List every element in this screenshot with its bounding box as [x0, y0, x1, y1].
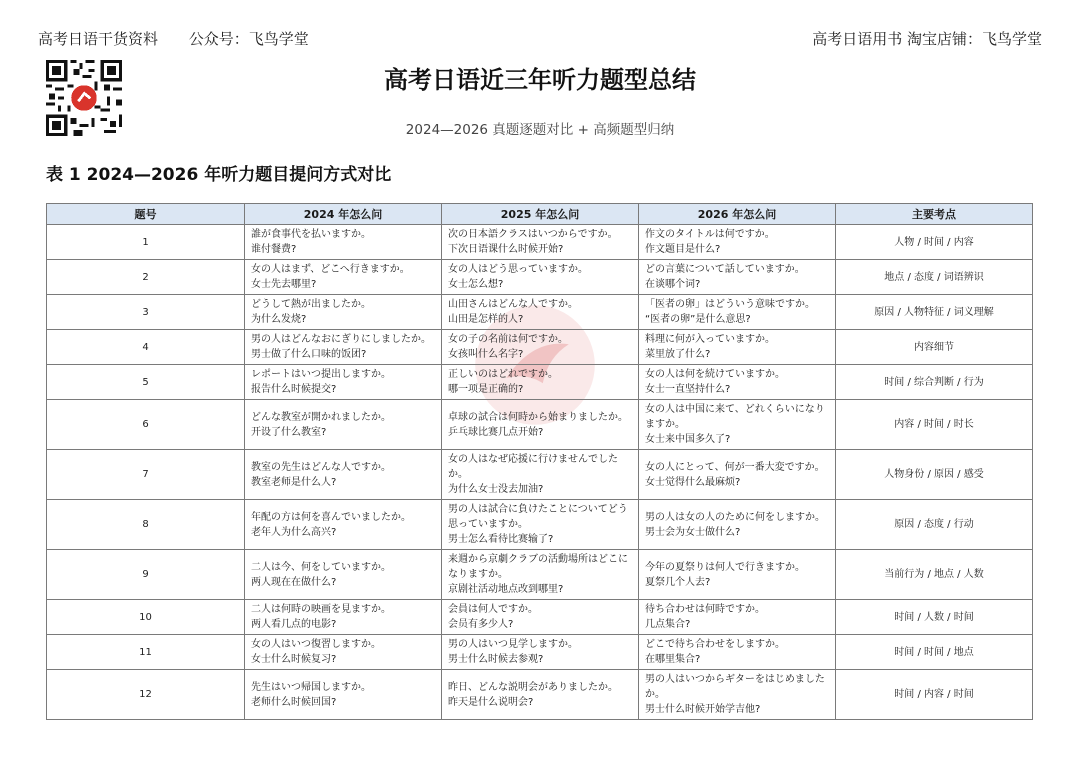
question-cell-2025	[442, 260, 639, 295]
question-chinese: 为什么发烧?	[251, 314, 307, 325]
question-chinese: 菜里放了什么?	[645, 349, 711, 360]
question-japanese: レポートはいつ提出しますか。	[251, 369, 391, 380]
question-cell-2024	[245, 330, 442, 365]
question-chinese: “医者の卵”是什么意思?	[645, 314, 751, 325]
question-chinese: 在哪里集合?	[645, 654, 701, 665]
question-cell-2024	[245, 670, 442, 720]
focus-cell: 内容 / 时间 / 时长	[836, 400, 1033, 450]
table-row	[47, 500, 1033, 550]
question-japanese: 今年の夏祭りは何人で行きますか。	[645, 561, 805, 573]
question-cell-2024	[245, 500, 442, 550]
table-row	[47, 365, 1033, 400]
question-cell-2025	[442, 500, 639, 550]
question-cell-2026	[639, 365, 836, 400]
question-japanese: 女の人はまず、どこへ行きますか。	[251, 264, 410, 275]
question-cell-2026	[639, 600, 836, 635]
question-chinese: 为什么女士没去加油?	[448, 484, 544, 495]
question-japanese: 山田さんはどんな人ですか。	[448, 299, 578, 310]
question-japanese: 男の人はいつ見学しますか。	[448, 639, 578, 650]
question-japanese: 女の子の名前は何ですか。	[448, 334, 568, 345]
question-cell-2026	[639, 450, 836, 500]
question-cell-2025	[442, 400, 639, 450]
question-chinese: 开设了什么教室?	[251, 426, 327, 438]
table-row	[47, 550, 1033, 600]
question-japanese: 作文のタイトルは何ですか。	[645, 229, 775, 240]
table-row	[47, 670, 1033, 720]
column-header: 题号	[47, 204, 245, 225]
column-header: 2024 年怎么问	[245, 204, 442, 225]
question-japanese: 卓球の試合は何時から始まりましたか。	[448, 411, 628, 423]
focus-cell: 时间 / 时间 / 地点	[836, 635, 1033, 670]
question-cell-2026	[639, 550, 836, 600]
question-chinese: 男士会为女士做什么?	[645, 526, 741, 538]
question-chinese: 几点集合?	[645, 619, 691, 630]
question-japanese: 女の人はなぜ応援に行けませんでしたか。	[448, 454, 618, 480]
question-number-cell: 9	[47, 550, 245, 600]
question-cell-2024	[245, 600, 442, 635]
question-chinese: 会员有多少人?	[448, 619, 514, 630]
question-chinese: 京剧社活动地点改到哪里?	[448, 584, 564, 595]
header-left-text-1: 高考日语干货资料	[38, 30, 159, 48]
table-title: 表 1 2024—2026 年听力题目提问方式对比	[46, 165, 392, 185]
page-subtitle: 2024—2026 真题逐题对比 + 高频题型归纳	[405, 122, 675, 138]
question-chinese: 教室老师是什么人?	[251, 476, 337, 488]
column-header: 主要考点	[836, 204, 1033, 225]
focus-cell: 原因 / 态度 / 行动	[836, 500, 1033, 550]
focus-cell: 地点 / 态度 / 词语辨识	[836, 260, 1033, 295]
question-cell-2025	[442, 295, 639, 330]
question-cell-2024	[245, 260, 442, 295]
page-title: 高考日语近三年听力题型总结	[384, 66, 696, 94]
question-cell-2025	[442, 550, 639, 600]
question-japanese: 待ち合わせは何時ですか。	[645, 604, 765, 615]
question-chinese: 女士觉得什么最麻烦?	[645, 476, 741, 488]
question-japanese: 女の人はいつ復習しますか。	[251, 639, 381, 650]
table-row	[47, 400, 1033, 450]
question-cell-2025	[442, 450, 639, 500]
table-row	[47, 450, 1033, 500]
question-chinese: 女士什么时候复习?	[251, 654, 337, 665]
question-chinese: 女士来中国多久了?	[645, 434, 731, 445]
question-japanese: 先生はいつ帰国しますか。	[251, 681, 371, 693]
question-chinese: 女士先去哪里?	[251, 279, 317, 290]
focus-cell: 内容细节	[836, 330, 1033, 365]
question-chinese: 山田是怎样的人?	[448, 314, 524, 325]
question-chinese: 男士什么时候开始学吉他?	[645, 704, 761, 715]
question-japanese: 来週から京劇クラブの活動場所はどこになりますか。	[448, 554, 628, 580]
question-cell-2024	[245, 365, 442, 400]
question-japanese: 会員は何人ですか。	[448, 604, 538, 615]
question-number-cell: 6	[47, 400, 245, 450]
column-header: 2026 年怎么问	[639, 204, 836, 225]
question-japanese: 教室の先生はどんな人ですか。	[251, 461, 391, 473]
focus-cell: 时间 / 内容 / 时间	[836, 670, 1033, 720]
question-cell-2025	[442, 225, 639, 260]
question-japanese: 二人は何時の映画を見ますか。	[251, 604, 391, 615]
question-comparison-table	[46, 203, 1033, 720]
focus-cell: 当前行为 / 地点 / 人数	[836, 550, 1033, 600]
question-chinese: 谁付餐费?	[251, 244, 297, 255]
question-cell-2024	[245, 295, 442, 330]
question-japanese: 女の人は中国に来て、どれくらいになりますか。	[645, 404, 825, 430]
question-cell-2024	[245, 635, 442, 670]
question-cell-2024	[245, 400, 442, 450]
question-chinese: 男士怎么看待比赛输了?	[448, 534, 554, 545]
column-header: 2025 年怎么问	[442, 204, 639, 225]
question-chinese: 老师什么时候回国?	[251, 696, 337, 708]
question-cell-2024	[245, 225, 442, 260]
question-japanese: 次の日本語クラスはいつからですか。	[448, 229, 618, 240]
question-cell-2025	[442, 600, 639, 635]
question-chinese: 报告什么时候提交?	[251, 384, 337, 395]
table-row	[47, 600, 1033, 635]
question-number-cell: 5	[47, 365, 245, 400]
question-japanese: 女の人にとって、何が一番大変ですか。	[645, 461, 825, 473]
question-japanese: 「医者の卵」はどういう意味ですか。	[645, 299, 815, 310]
question-japanese: 二人は今、何をしていますか。	[251, 561, 391, 573]
question-number-cell: 11	[47, 635, 245, 670]
question-chinese: 女士一直坚持什么?	[645, 384, 731, 395]
question-japanese: 昨日、どんな説明会がありましたか。	[448, 681, 618, 693]
question-japanese: どんな教室が開かれましたか。	[251, 411, 391, 423]
question-number-cell: 8	[47, 500, 245, 550]
question-chinese: 女孩叫什么名字?	[448, 349, 524, 360]
question-cell-2026	[639, 400, 836, 450]
question-chinese: 在谈哪个词?	[645, 279, 701, 290]
question-chinese: 昨天是什么说明会?	[448, 696, 534, 708]
table-row	[47, 330, 1033, 365]
question-cell-2026	[639, 225, 836, 260]
question-chinese: 两人看几点的电影?	[251, 619, 337, 630]
question-chinese: 女士怎么想?	[448, 279, 504, 290]
question-number-cell: 12	[47, 670, 245, 720]
question-chinese: 哪一项是正确的?	[448, 384, 524, 395]
focus-cell: 时间 / 综合判断 / 行为	[836, 365, 1033, 400]
question-japanese: どうして熱が出ましたか。	[251, 299, 371, 310]
question-japanese: 女の人は何を続けていますか。	[645, 369, 785, 380]
question-cell-2026	[639, 295, 836, 330]
table-row	[47, 635, 1033, 670]
question-chinese: 夏祭几个人去?	[645, 576, 711, 588]
question-cell-2025	[442, 330, 639, 365]
question-cell-2025	[442, 635, 639, 670]
question-number-cell: 1	[47, 225, 245, 260]
question-japanese: 年配の方は何を喜んでいましたか。	[251, 511, 411, 523]
question-cell-2026	[639, 635, 836, 670]
table-row	[47, 225, 1033, 260]
question-chinese: 老年人为什么高兴?	[251, 526, 337, 538]
question-cell-2025	[442, 365, 639, 400]
focus-cell: 人物 / 时间 / 内容	[836, 225, 1033, 260]
question-chinese: 乒乓球比赛几点开始?	[448, 426, 544, 438]
question-japanese: 男の人は女の人のために何をしますか。	[645, 511, 825, 523]
question-chinese: 两人现在在做什么?	[251, 576, 337, 588]
question-chinese: 男士什么时候去参观?	[448, 654, 544, 665]
header-right-text: 高考日语用书 淘宝店铺：飞鸟学堂	[812, 30, 1042, 48]
question-chinese: 下次日语课什么时候开始?	[448, 244, 564, 255]
question-japanese: 誰が食事代を払いますか。	[251, 229, 371, 240]
question-cell-2026	[639, 330, 836, 365]
question-number-cell: 7	[47, 450, 245, 500]
question-chinese: 作文题目是什么?	[645, 244, 721, 255]
question-number-cell: 4	[47, 330, 245, 365]
question-cell-2024	[245, 450, 442, 500]
question-number-cell: 3	[47, 295, 245, 330]
question-chinese: 男士做了什么口味的饭团?	[251, 349, 367, 360]
question-japanese: 正しいのはどれですか。	[448, 369, 558, 380]
header-left-text-2: 公众号：飞鸟学堂	[188, 30, 309, 48]
question-japanese: 男の人はどんなおにぎりにしましたか。	[251, 334, 431, 345]
question-cell-2026	[639, 260, 836, 295]
table-row	[47, 260, 1033, 295]
question-japanese: 女の人はどう思っていますか。	[448, 264, 588, 275]
table-header-row	[47, 204, 1033, 225]
question-cell-2025	[442, 670, 639, 720]
table-row	[47, 295, 1033, 330]
question-cell-2026	[639, 500, 836, 550]
header-left	[38, 28, 309, 49]
focus-cell: 原因 / 人物特征 / 词义理解	[836, 295, 1033, 330]
question-number-cell: 2	[47, 260, 245, 295]
question-japanese: 男の人はいつからギターをはじめましたか。	[645, 674, 825, 700]
focus-cell: 时间 / 人数 / 时间	[836, 600, 1033, 635]
question-cell-2026	[639, 670, 836, 720]
question-japanese: どの言葉について話していますか。	[645, 264, 805, 275]
focus-cell: 人物身份 / 原因 / 感受	[836, 450, 1033, 500]
question-japanese: どこで待ち合わせをしますか。	[645, 639, 785, 650]
question-japanese: 男の人は試合に負けたことについてどう思っていますか。	[448, 504, 628, 530]
question-number-cell: 10	[47, 600, 245, 635]
question-japanese: 料理に何が入っていますか。	[645, 334, 775, 345]
question-cell-2024	[245, 550, 442, 600]
